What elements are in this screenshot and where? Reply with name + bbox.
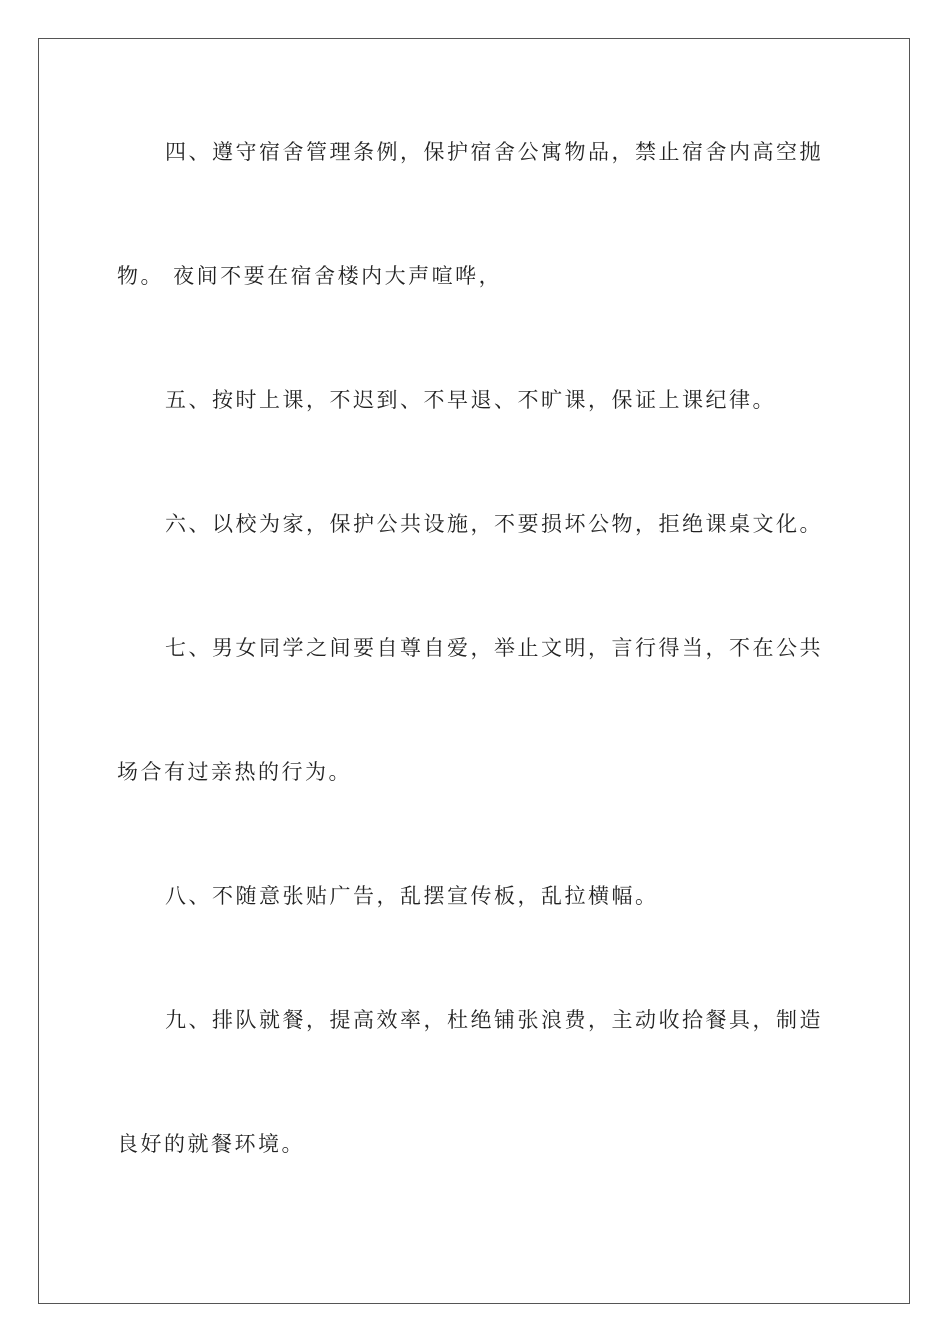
rule-7-line-2: 场合有过亲热的行为。 (117, 760, 352, 784)
rule-6: 六、以校为家，保护公共设施，不要损坏公物，拒绝课桌文化。 (165, 512, 823, 536)
rule-9-line-2: 良好的就餐环境。 (117, 1132, 305, 1156)
rule-9-line-1: 九、排队就餐，提高效率，杜绝铺张浪费，主动收拾餐具，制造 (165, 1008, 823, 1032)
rule-8: 八、不随意张贴广告，乱摆宣传板，乱拉横幅。 (165, 884, 659, 908)
rule-4-line-2: 物。 夜间不要在宿舍楼内大声喧哗， (117, 264, 503, 288)
rule-7-line-1: 七、男女同学之间要自尊自爱，举止文明，言行得当，不在公共 (165, 636, 823, 660)
rule-5: 五、按时上课，不迟到、不早退、不旷课，保证上课纪律。 (165, 388, 776, 412)
page-border (38, 38, 910, 1304)
rule-4-line-1: 四、遵守宿舍管理条例，保护宿舍公寓物品，禁止宿舍内高空抛 (165, 140, 823, 164)
